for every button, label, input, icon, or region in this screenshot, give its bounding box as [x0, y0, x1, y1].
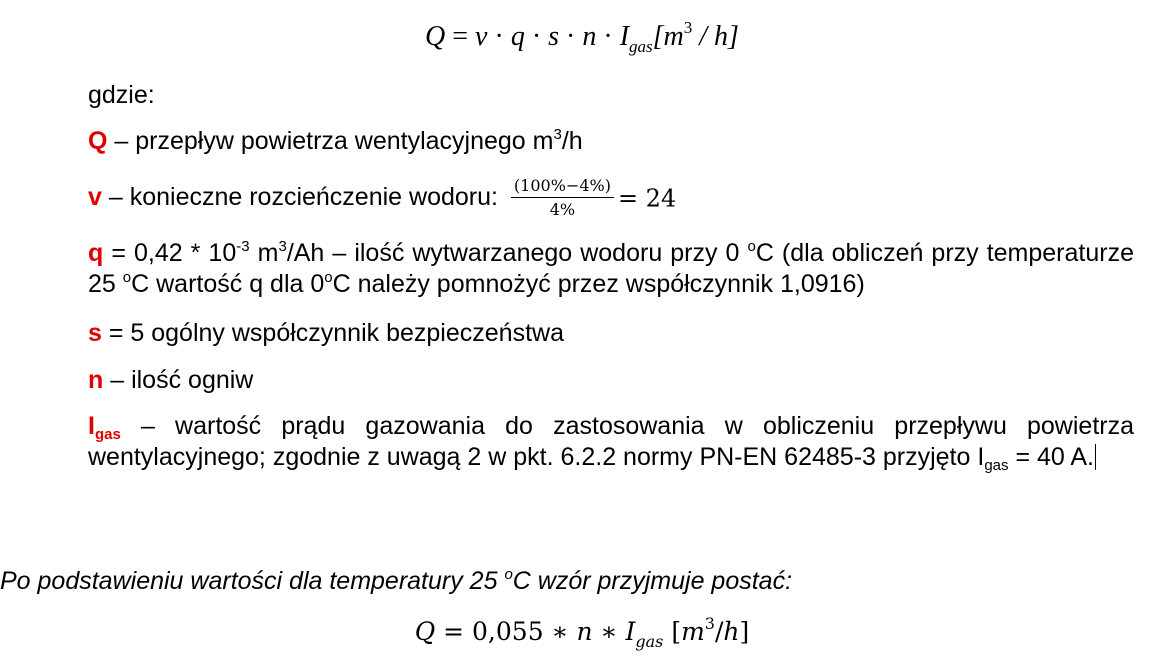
- definition-n: [88, 365, 1134, 396]
- def-q-text: C (dla obliczeń przy temperaturze 25: [88, 239, 1134, 298]
- result-unit-close: ]: [739, 617, 750, 646]
- result-sub-gas: gas: [635, 632, 664, 651]
- formula-dot: ·: [596, 21, 620, 52]
- def-Q-unit: /h: [561, 127, 583, 155]
- var-s: s: [88, 319, 102, 347]
- def-q-text: /Ah – ilość wytwarzanego wodoru przy 0: [286, 239, 748, 267]
- formula-sub-gas: gas: [629, 37, 653, 56]
- formula-airflow: [0, 18, 1164, 57]
- fraction: [511, 176, 614, 220]
- def-q-text: C należy pomnożyć przez współczynnik 1,0916): [332, 270, 865, 298]
- def-q-text: m: [249, 239, 279, 267]
- definition-Q: [88, 126, 1134, 157]
- definition-q: [88, 238, 1134, 300]
- def-n-text: – ilość ogniw: [103, 366, 254, 394]
- def-s-text: = 5 ogólny współczynnik bezpieczeństwa: [101, 319, 564, 347]
- result-unit-h: h: [723, 617, 740, 646]
- definition-Igas: [88, 411, 1134, 473]
- degree-sup: o: [122, 269, 132, 286]
- def-q-text: C wartość q dla 0: [131, 270, 325, 298]
- definition-v: [88, 172, 1134, 223]
- result-unit-open: [: [663, 617, 682, 646]
- degree-sup: o: [504, 566, 513, 583]
- result-var-Q: Q: [414, 617, 436, 646]
- intro-text: C wzór przyjmuje postać:: [512, 567, 793, 595]
- result-var-I: I: [625, 617, 636, 646]
- formula-var-n: n: [582, 21, 597, 52]
- degree-sup: o: [747, 238, 756, 255]
- result-var-n: n: [576, 617, 593, 646]
- formula-var-Q: Q: [425, 21, 446, 52]
- formula-unit: [m: [652, 21, 684, 52]
- formula-var-q: q: [510, 21, 525, 52]
- var-I: I: [88, 412, 95, 440]
- gdzie-text: gdzie:: [88, 81, 155, 109]
- formula-unit-close: / h]: [692, 21, 739, 52]
- result-star: ∗: [592, 617, 626, 646]
- def-q-sup: 3: [278, 238, 287, 255]
- def-Q-sup: 3: [553, 126, 562, 143]
- def-q-text: = 0,42 * 10: [103, 239, 237, 267]
- formula-dot: ·: [559, 21, 583, 52]
- formula-var-s: s: [548, 21, 560, 52]
- definition-s: [88, 318, 1134, 349]
- text-cursor: [1095, 444, 1096, 470]
- formula-var-I: I: [619, 21, 630, 52]
- intro-text: Po podstawieniu wartości dla temperatury 25: [0, 567, 505, 595]
- def-I-text: = 40 A.: [1008, 443, 1094, 471]
- var-I-sub: gas: [94, 426, 121, 443]
- formula-unit-sup: 3: [683, 18, 693, 37]
- formula-eq: =: [445, 21, 476, 52]
- def-I-text: – wartość prądu gazowania do zastosowania w obliczeniu przepływu powietrza wentylacyjnego; zgodnie z uwagą 2 w pkt. 6.2.2 normy PN-EN 62485-3 przyjęto I: [88, 412, 1134, 471]
- var-v: v: [88, 183, 102, 211]
- formula-dot: ·: [487, 21, 511, 52]
- fraction-result: = 24: [617, 184, 677, 213]
- formula-result: [0, 614, 1164, 651]
- result-unit-slash: /: [714, 617, 724, 646]
- degree-sup: o: [324, 269, 333, 286]
- var-Q: Q: [88, 127, 108, 155]
- result-coef: = 0,055 ∗: [435, 617, 577, 646]
- def-v-text: – konieczne rozcieńczenie wodoru:: [101, 183, 505, 211]
- formula-var-v: v: [475, 21, 488, 52]
- label-gdzie: [88, 80, 1134, 111]
- var-n: n: [88, 366, 104, 394]
- formula-dot: ·: [524, 21, 549, 52]
- fraction-numerator: (100%−4%): [511, 176, 614, 198]
- fraction-denominator: 4%: [549, 200, 576, 220]
- def-I-sub: gas: [984, 457, 1009, 474]
- def-q-exp: -3: [236, 238, 250, 255]
- result-unit-m: m: [681, 617, 705, 646]
- substitution-intro: [0, 567, 792, 596]
- var-q: q: [88, 239, 104, 267]
- result-unit-sup: 3: [704, 614, 715, 633]
- def-Q-text: – przepływ powietrza wentylacyjnego m: [107, 127, 554, 155]
